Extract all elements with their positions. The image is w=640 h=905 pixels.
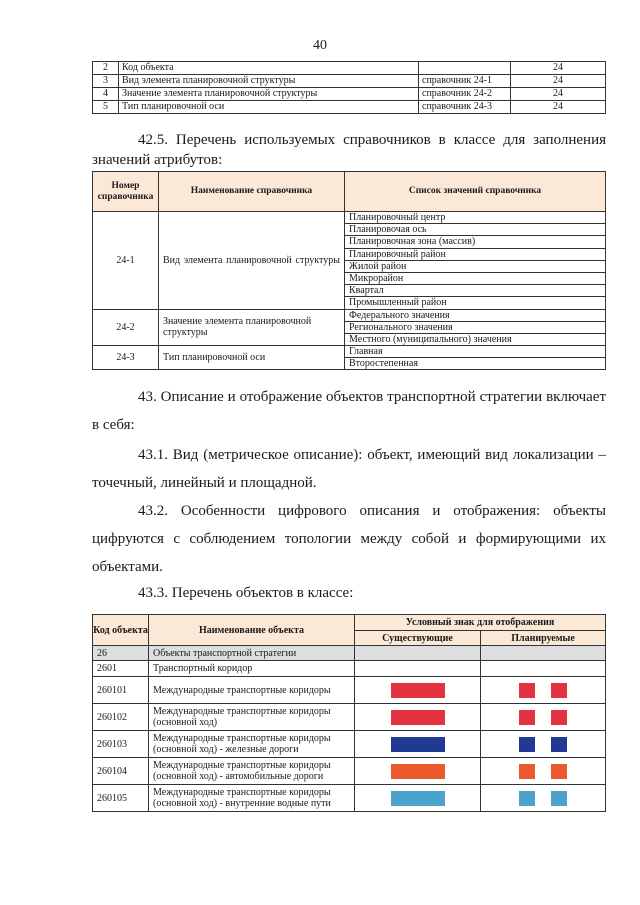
- symbol-existing: [355, 646, 481, 661]
- ref-value: Регионального значения: [345, 321, 606, 333]
- ref-value: Второстепенная: [345, 358, 606, 370]
- reference-table: [92, 171, 606, 370]
- legend-dashed-swatch: [485, 737, 601, 752]
- ref-value: Федерального значения: [345, 309, 606, 321]
- header-ref-name: Наименование справочника: [159, 172, 345, 212]
- table-row: [93, 731, 606, 758]
- cell-name: Тип планировочной оси: [119, 101, 419, 114]
- object-code: 260101: [93, 677, 149, 704]
- legend-dash-segment: [551, 683, 567, 698]
- ref-name: Тип планировочной оси: [159, 346, 345, 370]
- header-object-code: Код объекта: [93, 615, 149, 646]
- symbol-planned: [481, 646, 606, 661]
- cell-ref: справочник 24-3: [419, 101, 511, 114]
- symbol-planned: [481, 758, 606, 785]
- ref-value: Промышленный район: [345, 297, 606, 309]
- header-existing: Существующие: [355, 631, 481, 646]
- object-name: Транспортный коридор: [149, 661, 355, 677]
- table-row: [93, 346, 606, 358]
- legend-dash-segment: [551, 764, 567, 779]
- header-object-name: Наименование объекта: [149, 615, 355, 646]
- object-name: Международные транспортные коридоры (основной ход) - автомобильные дороги: [149, 758, 355, 785]
- ref-number: 24-2: [93, 309, 159, 346]
- table-row: [93, 101, 606, 114]
- symbol-existing: [355, 758, 481, 785]
- cell-len: 24: [511, 75, 606, 88]
- ref-value: Главная: [345, 346, 606, 358]
- cell-name: Вид элемента планировочной структуры: [119, 75, 419, 88]
- ref-name: Значение элемента планировочной структуры: [159, 309, 345, 346]
- symbol-existing: [355, 677, 481, 704]
- legend-line-swatch: [391, 683, 445, 698]
- cell-len: 24: [511, 101, 606, 114]
- ref-value: Квартал: [345, 285, 606, 297]
- symbol-planned: [481, 731, 606, 758]
- legend-line-swatch: [391, 764, 445, 779]
- table-row: [93, 785, 606, 812]
- attributes-table: [92, 61, 606, 114]
- object-code: 2601: [93, 661, 149, 677]
- cell-name: Код объекта: [119, 62, 419, 75]
- paragraph-43-2-text: 43.2. Особенности цифрового описания и отображения: объекты цифруются с соблюдением топологии между собой и формирующими их объектами.: [92, 503, 606, 575]
- table-row: [93, 758, 606, 785]
- header-planned: Планируемые: [481, 631, 606, 646]
- paragraph-43-text: 43. Описание и отображение объектов транспортной стратегии включает в себя:: [92, 389, 606, 433]
- cell-n: 2: [93, 62, 119, 75]
- legend-line-swatch: [391, 737, 445, 752]
- cell-n: 4: [93, 88, 119, 101]
- legend-dash-segment: [519, 737, 535, 752]
- cell-name: Значение элемента планировочной структуры: [119, 88, 419, 101]
- symbol-planned: [481, 704, 606, 731]
- symbol-existing: [355, 661, 481, 677]
- ref-value: Местного (муниципального) значения: [345, 333, 606, 345]
- ref-value: Микрорайон: [345, 272, 606, 284]
- header-ref-values: Список значений справочника: [345, 172, 606, 212]
- paragraph-43-1: [92, 441, 606, 497]
- ref-value: Планировочая ось: [345, 224, 606, 236]
- object-name: Международные транспортные коридоры (основной ход) - внутренние водные пути: [149, 785, 355, 812]
- legend-dash-segment: [551, 710, 567, 725]
- cell-ref: справочник 24-1: [419, 75, 511, 88]
- table-row: [93, 661, 606, 677]
- paragraph-42-5: [92, 130, 606, 170]
- symbol-planned: [481, 661, 606, 677]
- object-code: 260102: [93, 704, 149, 731]
- legend-dash-segment: [519, 791, 535, 806]
- symbol-existing: [355, 704, 481, 731]
- paragraph-43: [92, 383, 606, 439]
- paragraph-43-3-text: 43.3. Перечень объектов в классе:: [138, 585, 354, 601]
- table-row: [93, 75, 606, 88]
- symbol-planned: [481, 785, 606, 812]
- object-code: 260104: [93, 758, 149, 785]
- legend-dash-segment: [551, 737, 567, 752]
- ref-number: 24-1: [93, 212, 159, 310]
- legend-dashed-swatch: [485, 791, 601, 806]
- table-row: [93, 646, 606, 661]
- object-name: Международные транспортные коридоры (основной ход): [149, 704, 355, 731]
- legend-line-swatch: [391, 791, 445, 806]
- cell-ref: справочник 24-2: [419, 88, 511, 101]
- ref-value: Планировочный центр: [345, 212, 606, 224]
- symbol-existing: [355, 731, 481, 758]
- legend-dashed-swatch: [485, 710, 601, 725]
- object-code: 260105: [93, 785, 149, 812]
- ref-number: 24-3: [93, 346, 159, 370]
- symbol-planned: [481, 677, 606, 704]
- cell-len: 24: [511, 88, 606, 101]
- page-number: 40: [313, 38, 327, 53]
- paragraph-43-3: [92, 583, 606, 603]
- object-name: Международные транспортные коридоры: [149, 677, 355, 704]
- paragraph-43-2: [92, 497, 606, 581]
- header-ref-number: Номер справочника: [93, 172, 159, 212]
- legend-dash-segment: [519, 683, 535, 698]
- legend-dash-segment: [519, 710, 535, 725]
- symbol-existing: [355, 785, 481, 812]
- legend-dash-segment: [551, 791, 567, 806]
- object-code: 26: [93, 646, 149, 661]
- table-row: [93, 309, 606, 321]
- table-row: [93, 88, 606, 101]
- object-name: Объекты транспортной стратегии: [149, 646, 355, 661]
- ref-value: Планировочный район: [345, 248, 606, 260]
- paragraph-42-5-text: 42.5. Перечень используемых справочников в классе для заполнения значений атрибутов:: [92, 132, 606, 168]
- table-row: [93, 677, 606, 704]
- legend-dashed-swatch: [485, 683, 601, 698]
- object-name: Международные транспортные коридоры (основной ход) - железные дороги: [149, 731, 355, 758]
- table-row: [93, 704, 606, 731]
- legend-dash-segment: [519, 764, 535, 779]
- legend-dashed-swatch: [485, 764, 601, 779]
- object-code: 260103: [93, 731, 149, 758]
- table-row: [93, 212, 606, 224]
- cell-n: 5: [93, 101, 119, 114]
- ref-name: Вид элемента планировочной структуры: [159, 212, 345, 310]
- ref-value: Планировочная зона (массив): [345, 236, 606, 248]
- ref-value: Жилой район: [345, 260, 606, 272]
- cell-len: 24: [511, 62, 606, 75]
- cell-n: 3: [93, 75, 119, 88]
- cell-ref: [419, 62, 511, 75]
- paragraph-43-1-text: 43.1. Вид (метрическое описание): объект, имеющий вид локализации – точечный, линейный и площадной.: [92, 447, 606, 491]
- header-symbol: Условный знак для отображения: [355, 615, 606, 631]
- legend-line-swatch: [391, 710, 445, 725]
- table-row: [93, 62, 606, 75]
- objects-table: [92, 614, 606, 812]
